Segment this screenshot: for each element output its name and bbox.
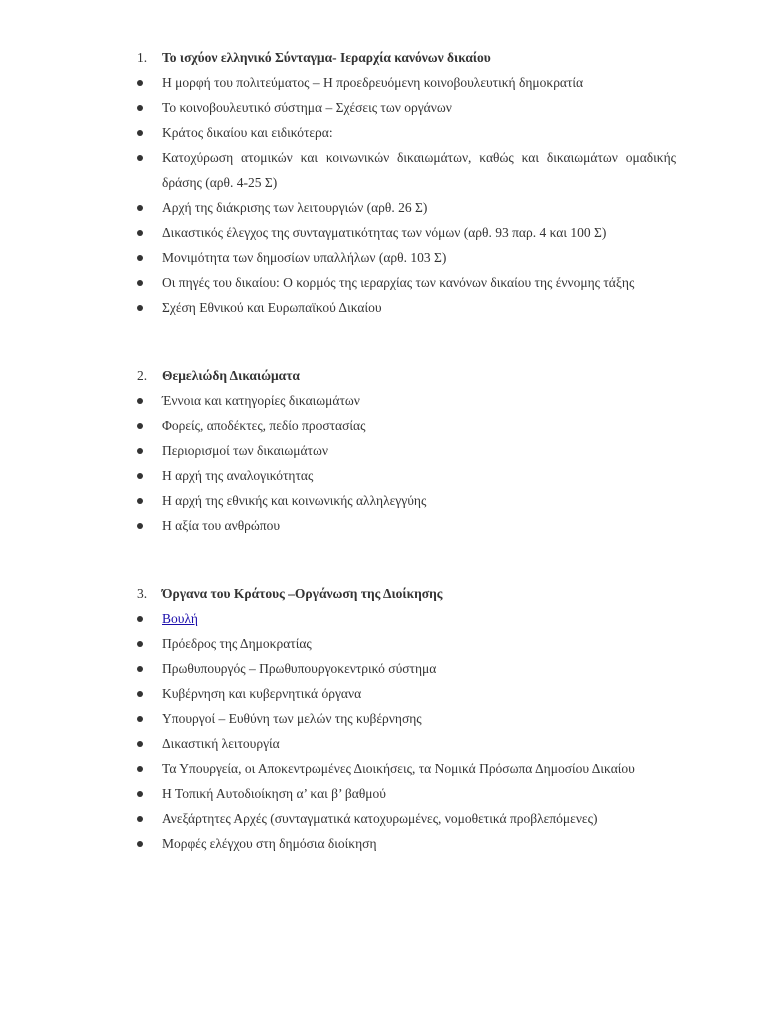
bullet-icon — [137, 488, 162, 513]
bullet-icon — [137, 270, 162, 295]
bullet-icon — [137, 606, 162, 631]
list-item-text: Περιορισμοί των δικαιωμάτων — [162, 443, 328, 458]
section-title: Όργανα του Κράτους –Οργάνωση της Διοίκησης — [162, 586, 443, 601]
list-item-text: Οι πηγές του δικαίου: Ο κορμός της ιεραρχίας των κανόνων δικαίου της έννομης τάξης — [162, 275, 635, 290]
bullet-icon — [137, 781, 162, 806]
list-item — [0, 120, 768, 145]
bullet-icon — [137, 463, 162, 488]
list-item — [0, 145, 768, 195]
section-number: 2. — [137, 368, 148, 383]
list-item-text: Μορφές ελέγχου στη δημόσια διοίκηση — [162, 836, 377, 851]
list-item-text: Το κοινοβουλευτικό σύστημα – Σχέσεις των οργάνων — [162, 100, 452, 115]
section-heading — [0, 363, 768, 388]
bullet-icon — [137, 220, 162, 245]
bullet-icon — [137, 438, 162, 463]
bullet-icon — [137, 731, 162, 756]
list-item-text: Ανεξάρτητες Αρχές (συνταγματικά κατοχυρωμένες, νομοθετικά προβλεπόμενες) — [162, 811, 598, 826]
list-item — [0, 831, 768, 856]
bullet-icon — [137, 681, 162, 706]
list-item — [0, 606, 768, 631]
section-state-organs — [0, 581, 768, 856]
list-item-text: Η μορφή του πολιτεύματος – Η προεδρευόμενη κοινοβουλευτική δημοκρατία — [162, 75, 584, 90]
bullet-icon — [137, 120, 162, 145]
list-item — [0, 513, 768, 538]
list-item — [0, 220, 768, 245]
list-item-text: Δικαστική λειτουργία — [162, 736, 280, 751]
bullet-icon — [137, 831, 162, 856]
list-item-text: Πρόεδρος της Δημοκρατίας — [162, 636, 312, 651]
bullet-icon — [137, 70, 162, 95]
parliament-link[interactable]: Βουλή — [162, 611, 198, 626]
list-item-text: Η Τοπική Αυτοδιοίκηση α’ και β’ βαθμού — [162, 786, 386, 801]
list-item — [0, 388, 768, 413]
list-item — [0, 681, 768, 706]
list-item — [0, 438, 768, 463]
section-title: Θεμελιώδη Δικαιώματα — [162, 368, 300, 383]
bullet-icon — [137, 95, 162, 120]
list-item — [0, 806, 768, 831]
list-item-text: Κατοχύρωση ατομικών και κοινωνικών δικαιωμάτων, καθώς και δικαιωμάτων ομαδικής δράσης (αρθ. 4-25 Σ) — [162, 150, 676, 190]
list-item — [0, 656, 768, 681]
list-item — [0, 70, 768, 95]
bullet-icon — [137, 756, 162, 781]
list-item — [0, 295, 768, 320]
bullet-icon — [137, 195, 162, 220]
list-item-text: Τα Υπουργεία, οι Αποκεντρωμένες Διοικήσεις, τα Νομικά Πρόσωπα Δημοσίου Δικαίου — [162, 761, 635, 776]
bullet-icon — [137, 295, 162, 320]
bullet-icon — [137, 656, 162, 681]
list-item — [0, 463, 768, 488]
section-heading — [0, 45, 768, 70]
list-item — [0, 488, 768, 513]
section-number: 1. — [137, 50, 148, 65]
list-item — [0, 731, 768, 756]
bullet-icon — [137, 631, 162, 656]
list-item-text: Πρωθυπουργός – Πρωθυπουργοκεντρικό σύστημα — [162, 661, 437, 676]
list-item — [0, 706, 768, 731]
bullet-icon — [137, 245, 162, 270]
list-item — [0, 270, 768, 295]
list-item — [0, 413, 768, 438]
list-item-text: Σχέση Εθνικού και Ευρωπαϊκού Δικαίου — [162, 300, 382, 315]
list-item-text: Η αρχή της εθνικής και κοινωνικής αλληλεγγύης — [162, 493, 427, 508]
list-item-text: Αρχή της διάκρισης των λειτουργιών (αρθ. 26 Σ) — [162, 200, 428, 215]
list-item-text: Δικαστικός έλεγχος της συνταγματικότητας των νόμων (αρθ. 93 παρ. 4 και 100 Σ) — [162, 225, 607, 240]
section-title: Το ισχύον ελληνικό Σύνταγμα- Ιεραρχία κανόνων δικαίου — [162, 50, 491, 65]
bullet-icon — [137, 388, 162, 413]
list-item — [0, 781, 768, 806]
list-item-text: Φορείς, αποδέκτες, πεδίο προστασίας — [162, 418, 366, 433]
list-item-text: Η αρχή της αναλογικότητας — [162, 468, 314, 483]
section-constitution — [0, 45, 768, 320]
list-item — [0, 756, 768, 781]
list-item — [0, 245, 768, 270]
list-item — [0, 95, 768, 120]
bullet-icon — [137, 413, 162, 438]
list-item-text: Κυβέρνηση και κυβερνητικά όργανα — [162, 686, 362, 701]
bullet-icon — [137, 513, 162, 538]
section-number: 3. — [137, 586, 148, 601]
list-item-text: Υπουργοί – Ευθύνη των μελών της κυβέρνησης — [162, 711, 422, 726]
section-fundamental-rights — [0, 363, 768, 538]
list-item-text: Η αξία του ανθρώπου — [162, 518, 281, 533]
list-item-text: Κράτος δικαίου και ειδικότερα: — [162, 125, 333, 140]
list-item — [0, 631, 768, 656]
section-heading — [0, 581, 768, 606]
bullet-icon — [137, 806, 162, 831]
bullet-icon — [137, 706, 162, 731]
list-item — [0, 195, 768, 220]
bullet-icon — [137, 145, 162, 170]
list-item-text: Μονιμότητα των δημοσίων υπαλλήλων (αρθ. 103 Σ) — [162, 250, 447, 265]
list-item-text: Έννοια και κατηγορίες δικαιωμάτων — [162, 393, 360, 408]
